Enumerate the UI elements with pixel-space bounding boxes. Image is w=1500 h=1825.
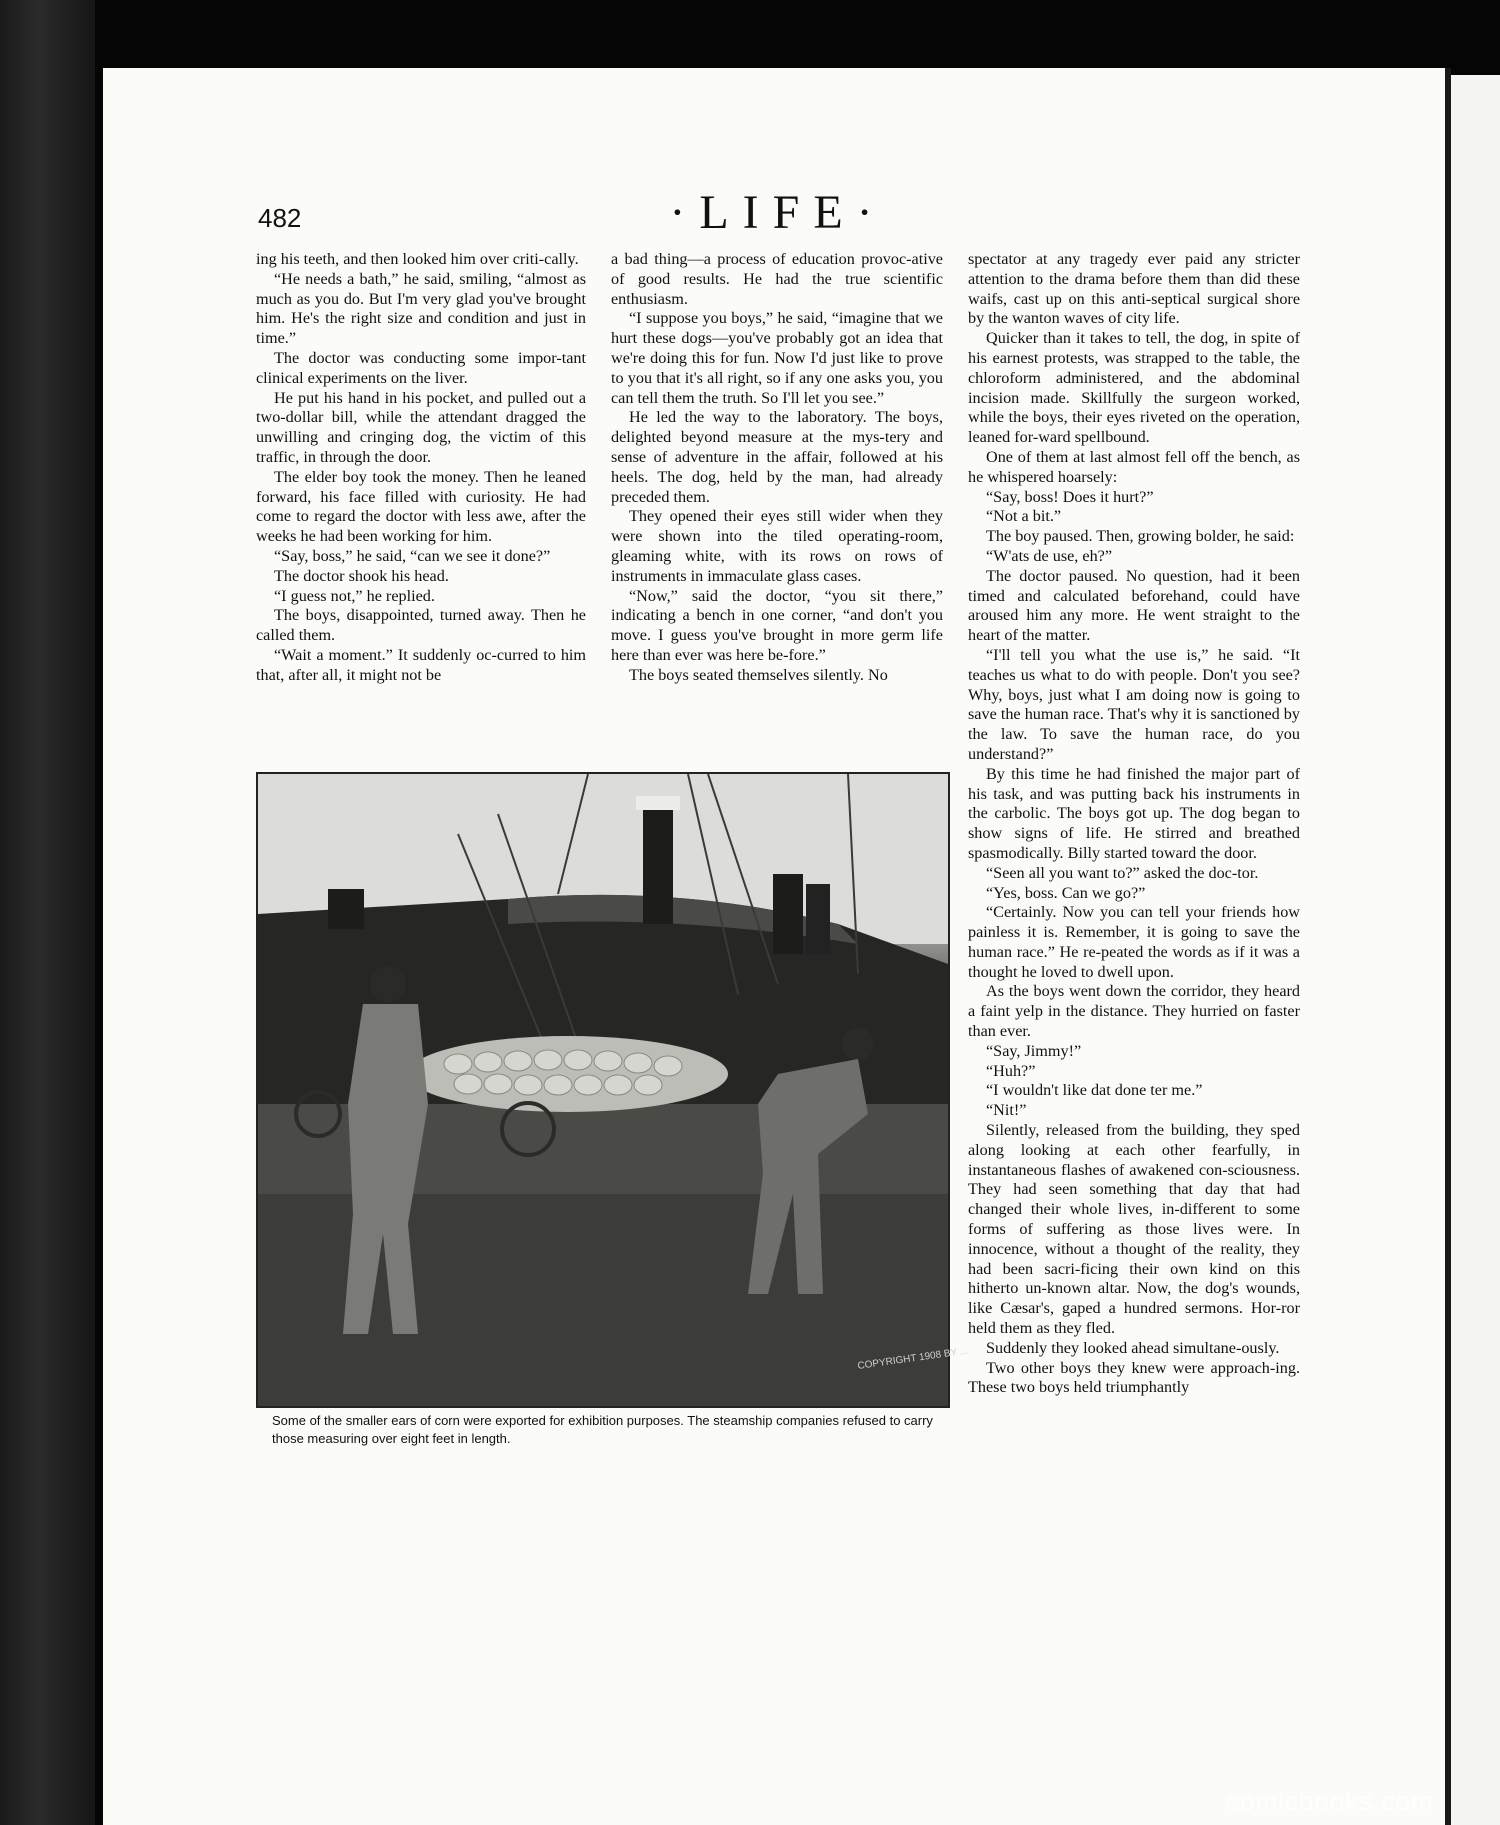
paragraph: The boys, disappointed, turned away. Then he called them. [256, 606, 586, 645]
paragraph: The boys seated themselves silently. No [629, 665, 888, 684]
paragraph: spectator at any tragedy ever paid any stricter attention to the drama before them than did these waifs, cast up on this anti-septical surgical shore by the wanton waves of city life. [968, 250, 1300, 328]
paragraph: “Seen all you want to?” asked the doc-tor. [986, 863, 1259, 882]
paragraph: “Certainly. Now you can tell your friends how painless it is. Remember, it is going to save the human race.” He re-peated the words as if it was a thought he loved to dwell upon. [968, 903, 1300, 981]
next-page-edge [1451, 75, 1500, 1825]
paragraph: They opened their eyes still wider when they were shown into the tiled operating-room, gleaming white, with its rows on rows of instruments in immaculate glass cases. [611, 507, 943, 585]
photo-copyright: COPYRIGHT 1908 BY ... [856, 1345, 969, 1372]
paragraph: The doctor shook his head. [274, 566, 449, 585]
paragraph: One of them at last almost fell off the bench, as he whispered hoarsely: [968, 447, 1300, 486]
paragraph: The elder boy took the money. Then he leaned forward, his face filled with curiosity. He had come to regard the doctor with less awe, after the weeks he had been working for him. [256, 467, 586, 546]
paragraph: Quicker than it takes to tell, the dog, in spite of his earnest protests, was strapped to the table, the chloroform administered, and the abdominal incision made. Skillfully the surgeon worked, while the boys, their eyes riveted on the operation, leaned for-ward spellbound. [968, 329, 1300, 447]
paragraph: “I'll tell you what the use is,” he said. “It teaches us what to do with people. Don't you see? Why, boys, just what I am doing now is going to save the human race. That's why it is sanctioned by the law. To save the human race, do you understand?” [968, 645, 1300, 763]
paragraph: The doctor was conducting some impor-tant clinical experiments on the liver. [256, 348, 586, 387]
paragraph: “Say, boss,” he said, “can we see it done?” [274, 546, 551, 565]
watermark: comicbooks.com [1226, 1786, 1434, 1816]
paragraph: “Huh?” [986, 1061, 1036, 1080]
paragraph: He put his hand in his pocket, and pulled out a two-dollar bill, while the attendant dragged the unwilling and cringing dog, the victim of this traffic, in through the door. [256, 388, 586, 466]
paragraph: a bad thing—a process of education provoc-ative of good results. He had the true scientific enthusiasm. [611, 250, 943, 308]
paragraph: Two other boys they knew were approach-ing. These two boys held triumphantly [968, 1358, 1300, 1397]
paragraph: The doctor paused. No question, had it been timed and calculated beforehand, could have aroused him any more. He went straight to the heart of the matter. [968, 566, 1300, 645]
text-column-1 [256, 250, 586, 686]
paragraph: “Not a bit.” [986, 507, 1062, 526]
text-column-2 [611, 250, 943, 686]
paragraph: He led the way to the laboratory. The boys, delighted beyond measure at the mys-tery and sense of adventure in the affair, followed at his heels. The dog, held by the man, had already preceded them. [611, 408, 943, 506]
paragraph: “Now,” said the doctor, “you sit there,” indicating a bench in one corner, “and don't you move. I guess you've brought in more germ life here than ever was here be-fore.” [611, 586, 943, 664]
paragraph: “Yes, boss. Can we go?” [986, 883, 1146, 902]
page-number: 482 [258, 203, 302, 233]
paragraph: “Nit!” [986, 1101, 1027, 1120]
paragraph: “He needs a bath,” he said, smiling, “almost as much as you do. But I'm very glad you've brought him. He's the right size and condition and just in time.” [256, 269, 586, 348]
page-header [258, 185, 1298, 245]
paragraph: Suddenly they looked ahead simultane-ously. [986, 1338, 1280, 1357]
paragraph: “Wait a moment.” It suddenly oc-curred to him that, after all, it might not be [256, 645, 586, 684]
paragraph: “I wouldn't like dat done ter me.” [986, 1081, 1203, 1100]
text-column-3 [968, 250, 1300, 1398]
paragraph: “Say, boss! Does it hurt?” [986, 487, 1154, 506]
photo-caption: Some of the smaller ears of corn were exported for exhibition purposes. The steamship companies refused to carry those measuring over eight feet in length. [272, 1413, 933, 1446]
paragraph: “I suppose you boys,” he said, “imagine that we hurt these dogs—you've probably got an idea that we're doing this for fun. Now I'd just like to prove to you that it's all right, so if any one asks you, you can tell them the truth. So I'll let you see.” [611, 309, 943, 407]
paragraph: “W'ats de use, eh?” [986, 546, 1113, 565]
magazine-title: ·LIFE· [669, 186, 887, 239]
scan-edge [0, 0, 95, 1825]
photo-illustration [258, 774, 969, 1406]
paragraph: “Say, Jimmy!” [986, 1041, 1082, 1060]
paragraph: ing his teeth, and then looked him over criti-cally. [256, 250, 579, 268]
paragraph: By this time he had finished the major part of his task, and was putting back his instruments in the carbolic. The boys got up. The dog began to show signs of life. He stirred and breathed spasmodically. Billy started toward the door. [968, 764, 1300, 862]
paragraph: Silently, released from the building, they sped along looking at each other fearfully, in instantaneous flashes of awakened con-sciousness. They had seen something that day that had changed their whole lives, in-different to some forms of suffering as those lives were. In innocence, without a thought of the reality, they had been sacri-ficing their own kind on this hitherto un-known altar. Now, the dog's wounds, like Cæsar's, gaped a hundred sermons. Hor-ror held them as they fled. [968, 1121, 1300, 1338]
corn-photograph [256, 772, 969, 1408]
paragraph: As the boys went down the corridor, they heard a faint yelp in the distance. They hurried on faster than ever. [968, 982, 1300, 1041]
paragraph: “I guess not,” he replied. [274, 586, 435, 605]
paragraph: The boy paused. Then, growing bolder, he said: [986, 527, 1295, 546]
